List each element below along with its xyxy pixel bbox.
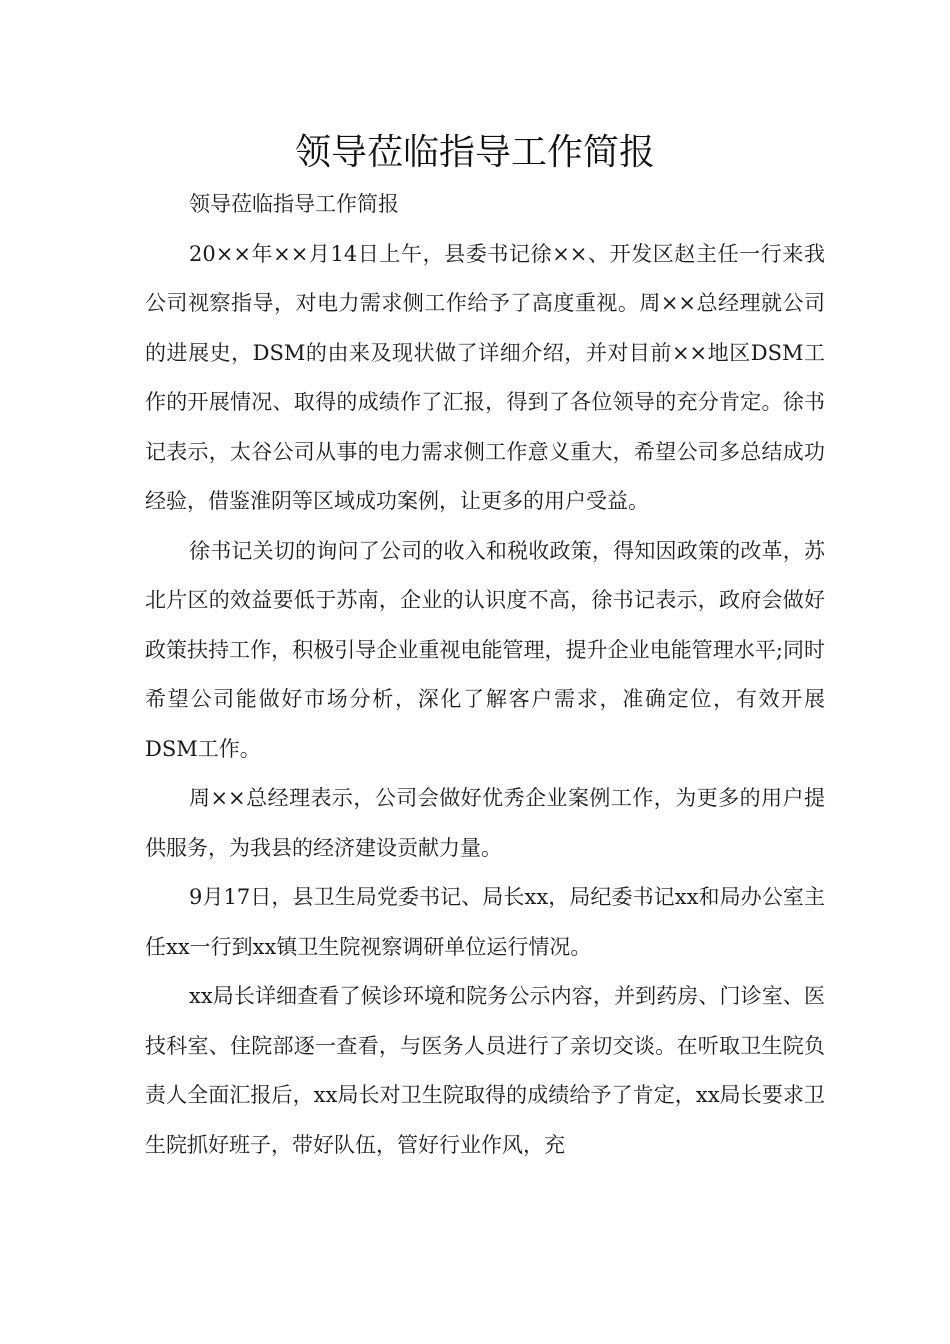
paragraph-2: 徐书记关切的询问了公司的收入和税收政策，得知因政策的改革，苏北片区的效益要低于苏南，企业的认识度不高，徐书记表示，政府会做好政策扶持工作，积极引导企业重视电能管理，提升企业电能管理水平;同时希望公司能做好市场分析，深化了解客户需求，准确定位，有效开展DSM工作。 xyxy=(145,538,825,761)
paragraph-5: xx局长详细查看了候诊环境和院务公示内容，并到药房、门诊室、医技科室、住院部逐一查看，与医务人员进行了亲切交谈。在听取卫生院负责人全面汇报后，xx局长对卫生院取得的成绩给予了肯定，xx局长要求卫生院抓好班子，带好队伍，管好行业作风，充 xyxy=(145,984,825,1157)
document-body xyxy=(145,180,825,1170)
paragraph-1: 20××年××月14日上午，县委书记徐××、开发区赵主任一行来我公司视察指导，对电力需求侧工作给予了高度重视。周××总经理就公司的进展史，DSM的由来及现状做了详细介绍，并对目前××地区DSM工作的开展情况、取得的成绩作了汇报，得到了各位领导的充分肯定。徐书记表示，太谷公司从事的电力需求侧工作意义重大，希望公司多总结成功经验，借鉴淮阴等区域成功案例，让更多的用户受益。 xyxy=(145,241,825,513)
paragraph-3: 周××总经理表示，公司会做好优秀企业案例工作，为更多的用户提供服务，为我县的经济建设贡献力量。 xyxy=(145,786,825,860)
paragraph-4: 9月17日，县卫生局党委书记、局长xx，局纪委书记xx和局办公室主任xx一行到xx镇卫生院视察调研单位运行情况。 xyxy=(145,885,825,959)
document-title: 领导莅临指导工作简报 xyxy=(294,132,655,173)
paragraph-subtitle: 领导莅临指导工作简报 xyxy=(189,192,399,216)
